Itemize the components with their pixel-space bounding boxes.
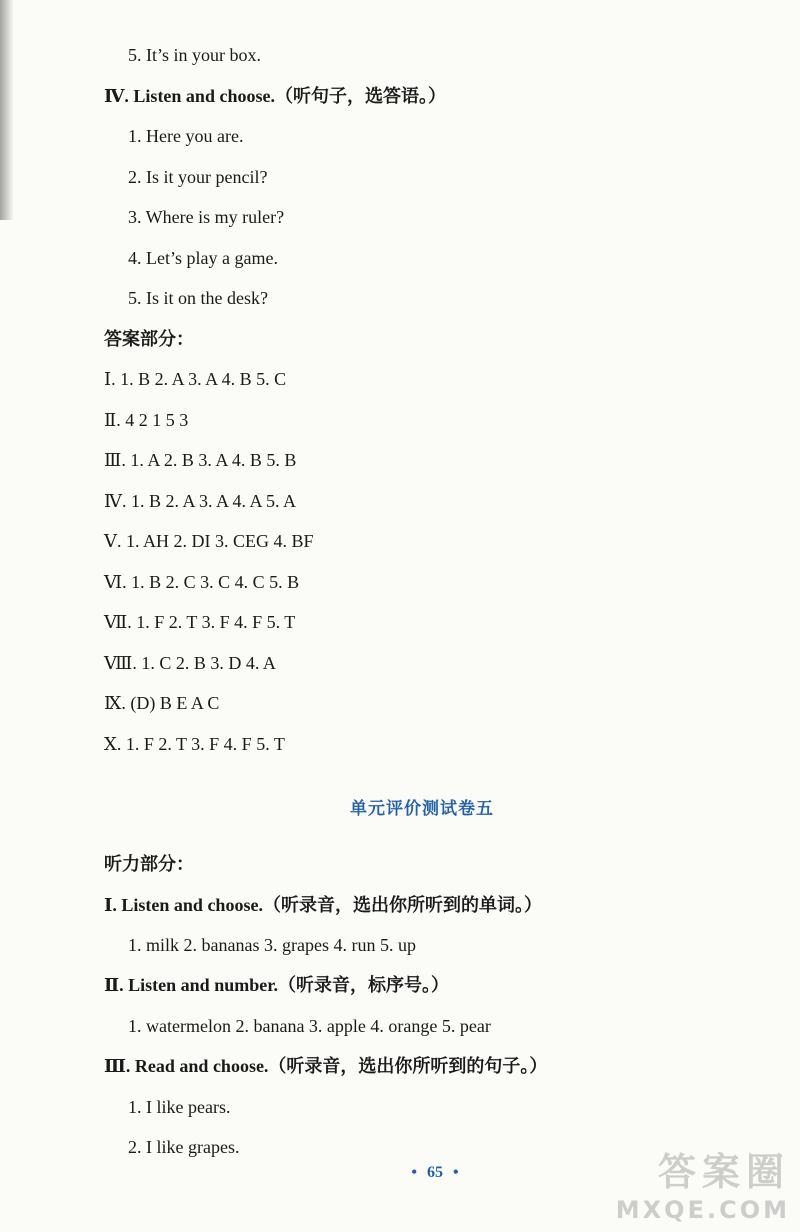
section-heading: Ⅰ. Listen and choose.（听录音，选出你所听到的单词。） bbox=[104, 895, 542, 915]
answer-line: Ⅶ. 1. F 2. T 3. F 4. F 5. T bbox=[104, 612, 296, 632]
text-line: 5. It’s in your box. bbox=[128, 45, 261, 65]
page-number-dot-right: • bbox=[453, 1164, 459, 1181]
answer-line: Ⅹ. 1. F 2. T 3. F 4. F 5. T bbox=[104, 734, 285, 754]
text-line: 2. Is it your pencil? bbox=[128, 167, 268, 187]
answer-line: Ⅱ. 4 2 1 5 3 bbox=[104, 410, 189, 430]
answer-line: Ⅰ. 1. B 2. A 3. A 4. B 5. C bbox=[104, 369, 287, 389]
text-line: 2. I like grapes. bbox=[128, 1137, 240, 1157]
answer-heading: 答案部分： bbox=[104, 329, 194, 349]
text-line: 1. I like pears. bbox=[128, 1097, 231, 1117]
page-number-dot-left: • bbox=[411, 1164, 417, 1181]
watermark-url: MXQE.COM bbox=[615, 1196, 790, 1224]
binding-shadow bbox=[0, 0, 14, 220]
answer-line: Ⅷ. 1. C 2. B 3. D 4. A bbox=[104, 653, 276, 673]
listening-heading: 听力部分： bbox=[104, 854, 194, 874]
text-line: 3. Where is my ruler? bbox=[128, 207, 285, 227]
unit-test-title: 单元评价测试卷五 bbox=[350, 799, 494, 819]
answer-line: Ⅵ. 1. B 2. C 3. C 4. C 5. B bbox=[104, 572, 300, 592]
section-heading: Ⅲ. Read and choose.（听录音，选出你所听到的句子。） bbox=[104, 1056, 548, 1076]
section-heading: Ⅳ. Listen and choose.（听句子，选答语。） bbox=[104, 86, 446, 106]
answer-line: Ⅸ. (D) B E A C bbox=[104, 693, 220, 713]
text-line: 4. Let’s play a game. bbox=[128, 248, 278, 268]
section-heading: Ⅱ. Listen and number.（听录音，标序号。） bbox=[104, 975, 450, 995]
text-line: 1. milk 2. bananas 3. grapes 4. run 5. up bbox=[128, 935, 416, 955]
watermark-logo-text: 答案圈 bbox=[657, 1150, 790, 1194]
answer-line: Ⅳ. 1. B 2. A 3. A 4. A 5. A bbox=[104, 491, 297, 511]
text-line: 1. watermelon 2. banana 3. apple 4. orange 5. pear bbox=[128, 1016, 491, 1036]
text-line: 5. Is it on the desk? bbox=[128, 288, 268, 308]
site-watermark bbox=[616, 1141, 790, 1224]
page-number bbox=[400, 1164, 470, 1182]
text-line: 1. Here you are. bbox=[128, 126, 244, 146]
answer-line: Ⅲ. 1. A 2. B 3. A 4. B 5. B bbox=[104, 450, 297, 470]
page-number-value: 65 bbox=[427, 1164, 443, 1181]
answer-line: Ⅴ. 1. AH 2. DI 3. CEG 4. BF bbox=[104, 531, 314, 551]
